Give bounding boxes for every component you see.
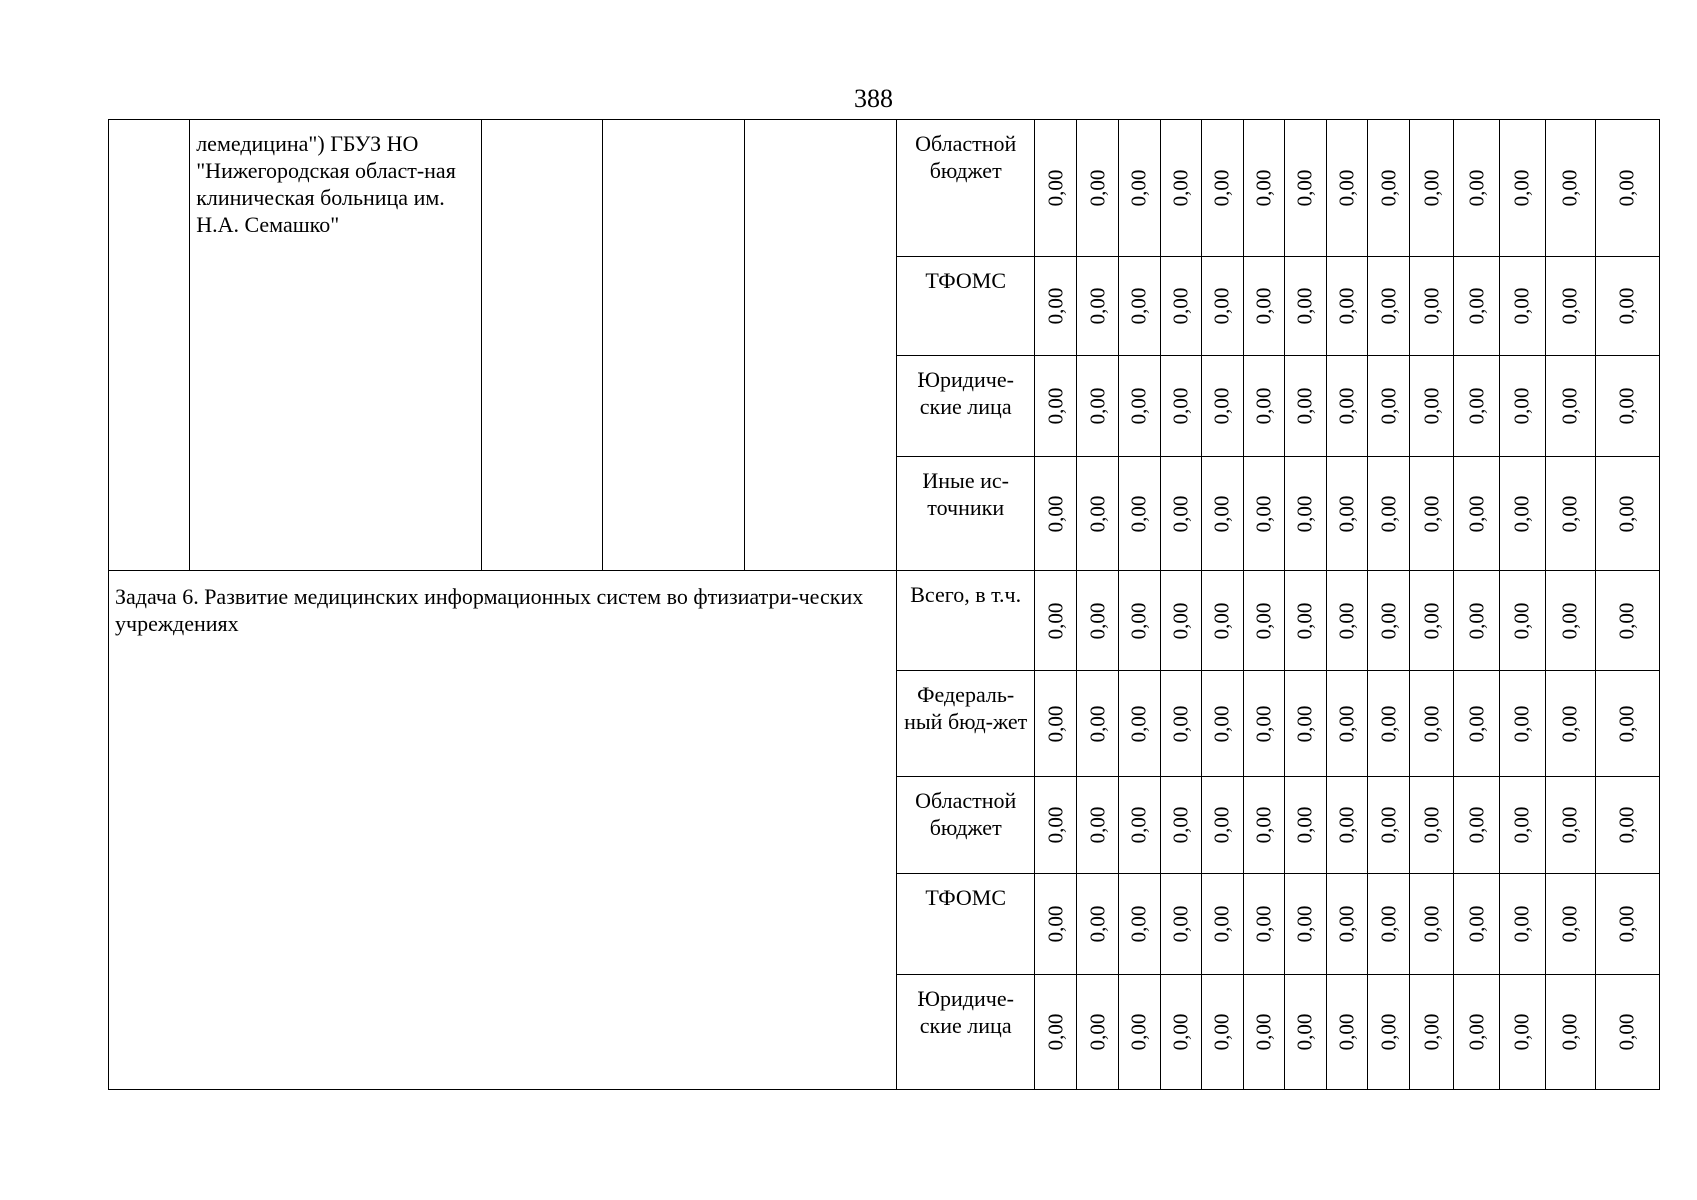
value-cell: 0,00 <box>1077 671 1118 777</box>
value-cell: 0,00 <box>1284 257 1326 356</box>
value-cell: 0,00 <box>1243 257 1284 356</box>
value-cell: 0,00 <box>1410 120 1454 257</box>
funding-source-cell: Областной бюджет <box>897 777 1035 874</box>
value-cell: 0,00 <box>1284 975 1326 1090</box>
value-cell: 0,00 <box>1284 356 1326 457</box>
value-cell: 0,00 <box>1077 874 1118 975</box>
value-cell: 0,00 <box>1284 457 1326 571</box>
value-cell: 0,00 <box>1077 571 1118 671</box>
value-cell: 0,00 <box>1077 777 1118 874</box>
funding-source-cell: ТФОМС <box>897 874 1035 975</box>
empty-cell <box>744 120 896 571</box>
value-cell: 0,00 <box>1327 257 1368 356</box>
value-cell: 0,00 <box>1160 571 1201 671</box>
value-cell: 0,00 <box>1595 120 1659 257</box>
value-cell: 0,00 <box>1243 457 1284 571</box>
value-cell: 0,00 <box>1327 120 1368 257</box>
value-cell: 0,00 <box>1454 777 1500 874</box>
value-cell: 0,00 <box>1545 457 1595 571</box>
value-cell: 0,00 <box>1454 975 1500 1090</box>
table-row <box>109 571 1660 671</box>
value-cell: 0,00 <box>1243 356 1284 457</box>
value-cell: 0,00 <box>1035 874 1077 975</box>
value-cell: 0,00 <box>1500 671 1545 777</box>
value-cell: 0,00 <box>1454 257 1500 356</box>
value-cell: 0,00 <box>1035 671 1077 777</box>
value-cell: 0,00 <box>1595 777 1659 874</box>
value-cell: 0,00 <box>1410 777 1454 874</box>
value-cell: 0,00 <box>1327 671 1368 777</box>
value-cell: 0,00 <box>1327 975 1368 1090</box>
value-cell: 0,00 <box>1201 671 1243 777</box>
value-cell: 0,00 <box>1118 975 1160 1090</box>
value-cell: 0,00 <box>1368 257 1410 356</box>
value-cell: 0,00 <box>1035 777 1077 874</box>
organization-cell: лемедицина") ГБУЗ НО "Нижегородская област-ная клиническая больница им. Н.А. Семашко" <box>190 120 482 571</box>
value-cell: 0,00 <box>1035 571 1077 671</box>
value-cell: 0,00 <box>1545 874 1595 975</box>
value-cell: 0,00 <box>1595 571 1659 671</box>
value-cell: 0,00 <box>1243 671 1284 777</box>
value-cell: 0,00 <box>1118 457 1160 571</box>
value-cell: 0,00 <box>1327 571 1368 671</box>
value-cell: 0,00 <box>1118 356 1160 457</box>
value-cell: 0,00 <box>1284 777 1326 874</box>
value-cell: 0,00 <box>1454 671 1500 777</box>
value-cell: 0,00 <box>1035 975 1077 1090</box>
value-cell: 0,00 <box>1035 356 1077 457</box>
value-cell: 0,00 <box>1201 975 1243 1090</box>
value-cell: 0,00 <box>1201 356 1243 457</box>
value-cell: 0,00 <box>1077 975 1118 1090</box>
value-cell: 0,00 <box>1284 571 1326 671</box>
value-cell: 0,00 <box>1327 457 1368 571</box>
funding-source-cell: Областной бюджет <box>897 120 1035 257</box>
value-cell: 0,00 <box>1243 571 1284 671</box>
value-cell: 0,00 <box>1410 874 1454 975</box>
funding-source-cell: Всего, в т.ч. <box>897 571 1035 671</box>
value-cell: 0,00 <box>1368 120 1410 257</box>
value-cell: 0,00 <box>1454 571 1500 671</box>
value-cell: 0,00 <box>1410 571 1454 671</box>
value-cell: 0,00 <box>1118 257 1160 356</box>
empty-number-cell <box>109 120 190 571</box>
value-cell: 0,00 <box>1035 120 1077 257</box>
funding-source-cell: Юридиче-ские лица <box>897 356 1035 457</box>
value-cell: 0,00 <box>1410 257 1454 356</box>
funding-source-cell: Иные ис-точники <box>897 457 1035 571</box>
value-cell: 0,00 <box>1201 257 1243 356</box>
value-cell: 0,00 <box>1595 356 1659 457</box>
funding-source-cell: Федераль-ный бюд-жет <box>897 671 1035 777</box>
value-cell: 0,00 <box>1201 571 1243 671</box>
value-cell: 0,00 <box>1077 457 1118 571</box>
value-cell: 0,00 <box>1160 777 1201 874</box>
value-cell: 0,00 <box>1595 457 1659 571</box>
value-cell: 0,00 <box>1160 874 1201 975</box>
empty-cell <box>481 120 602 571</box>
value-cell: 0,00 <box>1595 671 1659 777</box>
value-cell: 0,00 <box>1500 457 1545 571</box>
value-cell: 0,00 <box>1118 874 1160 975</box>
value-cell: 0,00 <box>1160 356 1201 457</box>
task-title-cell: Задача 6. Развитие медицинских информационных систем во фтизиатри-ческих учреждениях <box>109 571 897 1090</box>
value-cell: 0,00 <box>1368 571 1410 671</box>
value-cell: 0,00 <box>1410 975 1454 1090</box>
value-cell: 0,00 <box>1327 356 1368 457</box>
value-cell: 0,00 <box>1160 257 1201 356</box>
value-cell: 0,00 <box>1454 120 1500 257</box>
value-cell: 0,00 <box>1284 120 1326 257</box>
value-cell: 0,00 <box>1500 356 1545 457</box>
value-cell: 0,00 <box>1500 571 1545 671</box>
value-cell: 0,00 <box>1284 874 1326 975</box>
value-cell: 0,00 <box>1410 457 1454 571</box>
value-cell: 0,00 <box>1160 975 1201 1090</box>
empty-cell <box>603 120 744 571</box>
value-cell: 0,00 <box>1545 571 1595 671</box>
value-cell: 0,00 <box>1545 356 1595 457</box>
value-cell: 0,00 <box>1454 874 1500 975</box>
funding-source-cell: Юридиче-ские лица <box>897 975 1035 1090</box>
value-cell: 0,00 <box>1035 457 1077 571</box>
value-cell: 0,00 <box>1500 777 1545 874</box>
value-cell: 0,00 <box>1454 457 1500 571</box>
value-cell: 0,00 <box>1545 257 1595 356</box>
value-cell: 0,00 <box>1284 671 1326 777</box>
value-cell: 0,00 <box>1118 671 1160 777</box>
value-cell: 0,00 <box>1201 777 1243 874</box>
budget-table <box>108 119 1660 1090</box>
table-row <box>109 120 1660 257</box>
value-cell: 0,00 <box>1077 356 1118 457</box>
value-cell: 0,00 <box>1410 356 1454 457</box>
value-cell: 0,00 <box>1327 874 1368 975</box>
value-cell: 0,00 <box>1500 120 1545 257</box>
value-cell: 0,00 <box>1500 257 1545 356</box>
value-cell: 0,00 <box>1118 777 1160 874</box>
value-cell: 0,00 <box>1595 257 1659 356</box>
value-cell: 0,00 <box>1545 671 1595 777</box>
value-cell: 0,00 <box>1368 356 1410 457</box>
value-cell: 0,00 <box>1160 457 1201 571</box>
value-cell: 0,00 <box>1118 120 1160 257</box>
value-cell: 0,00 <box>1077 120 1118 257</box>
value-cell: 0,00 <box>1201 874 1243 975</box>
value-cell: 0,00 <box>1545 975 1595 1090</box>
value-cell: 0,00 <box>1545 120 1595 257</box>
funding-source-cell: ТФОМС <box>897 257 1035 356</box>
value-cell: 0,00 <box>1410 671 1454 777</box>
value-cell: 0,00 <box>1201 120 1243 257</box>
value-cell: 0,00 <box>1500 975 1545 1090</box>
value-cell: 0,00 <box>1368 975 1410 1090</box>
value-cell: 0,00 <box>1201 457 1243 571</box>
value-cell: 0,00 <box>1545 777 1595 874</box>
value-cell: 0,00 <box>1368 457 1410 571</box>
value-cell: 0,00 <box>1368 671 1410 777</box>
value-cell: 0,00 <box>1368 777 1410 874</box>
value-cell: 0,00 <box>1243 120 1284 257</box>
value-cell: 0,00 <box>1327 777 1368 874</box>
value-cell: 0,00 <box>1454 356 1500 457</box>
value-cell: 0,00 <box>1118 571 1160 671</box>
value-cell: 0,00 <box>1368 874 1410 975</box>
value-cell: 0,00 <box>1243 777 1284 874</box>
value-cell: 0,00 <box>1243 874 1284 975</box>
value-cell: 0,00 <box>1500 874 1545 975</box>
value-cell: 0,00 <box>1160 671 1201 777</box>
value-cell: 0,00 <box>1243 975 1284 1090</box>
value-cell: 0,00 <box>1595 975 1659 1090</box>
value-cell: 0,00 <box>1160 120 1201 257</box>
value-cell: 0,00 <box>1035 257 1077 356</box>
value-cell: 0,00 <box>1077 257 1118 356</box>
page-number: 388 <box>854 84 893 113</box>
value-cell: 0,00 <box>1595 874 1659 975</box>
